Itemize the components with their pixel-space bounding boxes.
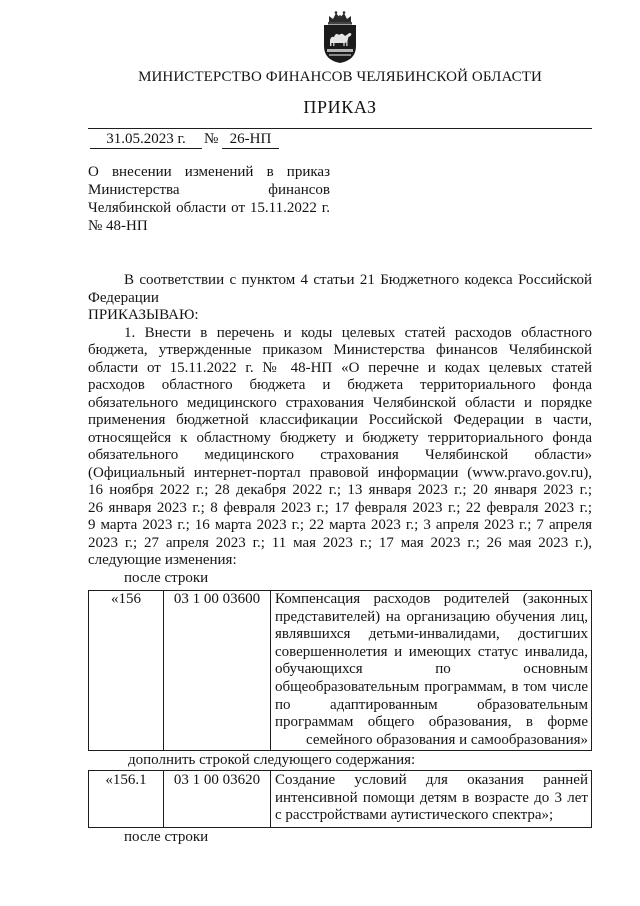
order-date: 31.05.2023 г. — [90, 131, 202, 149]
item-1-line: применения бюджетной классификации Российской Федерации в части, — [88, 412, 592, 428]
item-1-line: 1. Внести в перечень и коды целевых статей расходов областного — [124, 324, 592, 341]
add-row-label: дополнить строкой следующего содержания: — [128, 752, 416, 768]
item-1-line: обязательного медицинского страхования Челябинской области» — [88, 447, 592, 463]
subject-line: Челябинской области от 15.11.2022 г. — [88, 200, 330, 216]
item-1-line: обязательного медицинского страхования Челябинской области и порядке — [88, 394, 592, 411]
table-2-description-line: Создание условий для оказания ранней — [275, 772, 588, 788]
table-1-row-number: «156 — [111, 591, 141, 607]
table-1-description-line: семейного образования и самообразования» — [306, 731, 588, 748]
table-1-description-line: по адаптированным образовательным — [275, 696, 588, 713]
item-1-line: бюджета, утвержденные приказом Министерства финансов Челябинской — [88, 342, 592, 358]
coat-of-arms-icon — [321, 10, 359, 64]
table-1-row — [88, 590, 592, 751]
table-1-description-line: совершеннолетия и имеющих статус инвалида, — [275, 643, 588, 660]
table-1-description-cell — [271, 591, 591, 750]
after-row-label: после строки — [124, 569, 209, 586]
table-1-target-code: 03 1 00 03600 — [173, 591, 261, 607]
table-2-target-code: 03 1 00 03620 — [173, 772, 261, 788]
table-2-row — [88, 770, 592, 828]
table-1-description-line: программам общего образования, в форме — [275, 714, 588, 731]
table-2-description-line: интенсивной помощи детям в возрасте до 3 лет — [275, 789, 588, 806]
table-1-description-line: Компенсация расходов родителей (законных — [275, 591, 588, 607]
table-1-description-line: представителей) на организацию обучения лиц, — [275, 608, 588, 625]
subject-line: О внесении изменений в приказ — [88, 164, 330, 180]
number-sign: № — [204, 131, 219, 147]
item-1-line: (Официальный интернет-портал правовой информации (www.pravo.gov.ru), — [88, 464, 592, 481]
table-2-description-cell — [271, 771, 591, 827]
table-2-code-cell — [164, 771, 271, 827]
table-1-description-line: обучающихся по основным — [275, 661, 588, 678]
item-1-line: 26 января 2023 г.; 8 февраля 2023 г.; 17 февраля 2023 г.; 22 февраля 2023 г.; — [88, 499, 592, 516]
preamble-line: В соответствии с пунктом 4 статьи 21 Бюджетного кодекса Российской — [124, 272, 592, 288]
after-row-label: после строки — [124, 829, 209, 845]
table-1-code-cell — [164, 591, 271, 750]
item-1-line: 16 ноября 2022 г.; 28 декабря 2022 г.; 13 января 2023 г.; 20 января 2023 г.; — [88, 482, 592, 498]
preamble-line: Федерации — [88, 289, 159, 306]
document-type: ПРИКАЗ — [303, 97, 377, 117]
item-1-line: области от 15.11.2022 г. № 48-НП «О перечне и кодах целевых статей — [88, 359, 592, 376]
item-1-line: 2023 г.; 27 апреля 2023 г.; 11 мая 2023 г.; 17 мая 2023 г.; 26 мая 2023 г.), — [88, 534, 592, 551]
subject-line: № 48-НП — [88, 218, 148, 234]
table-2-number-cell — [89, 771, 164, 827]
table-1-number-cell — [89, 591, 164, 750]
item-1-line: расходов областного бюджета и бюджета территориального фонда — [88, 377, 592, 393]
order-number: 26-НП — [222, 131, 279, 149]
table-2-row-number: «156.1 — [105, 772, 147, 788]
header-rule — [88, 128, 592, 129]
table-1-description-line: являвшихся детьми-инвалидами, достигших — [275, 626, 588, 643]
order-subject — [88, 163, 330, 235]
ministry-title: МИНИСТЕРСТВО ФИНАНСОВ ЧЕЛЯБИНСКОЙ ОБЛАСТИ — [138, 69, 542, 85]
item-1-line: относящейся к областному бюджету и бюджету территориального фонда — [88, 429, 592, 446]
item-1-line: 9 марта 2023 г.; 16 марта 2023 г.; 22 марта 2023 г.; 3 апреля 2023 г.; 7 апреля — [88, 517, 592, 533]
table-1-description-line: общеобразовательным программам, в том числе — [275, 678, 588, 695]
subject-line: Министерства финансов — [88, 182, 330, 198]
order-word: ПРИКАЗЫВАЮ: — [88, 307, 199, 323]
item-1-line: следующие изменения: — [88, 552, 237, 568]
table-2-description-line: с расстройствами аутистического спектра»; — [275, 807, 554, 824]
order-body — [88, 272, 592, 587]
